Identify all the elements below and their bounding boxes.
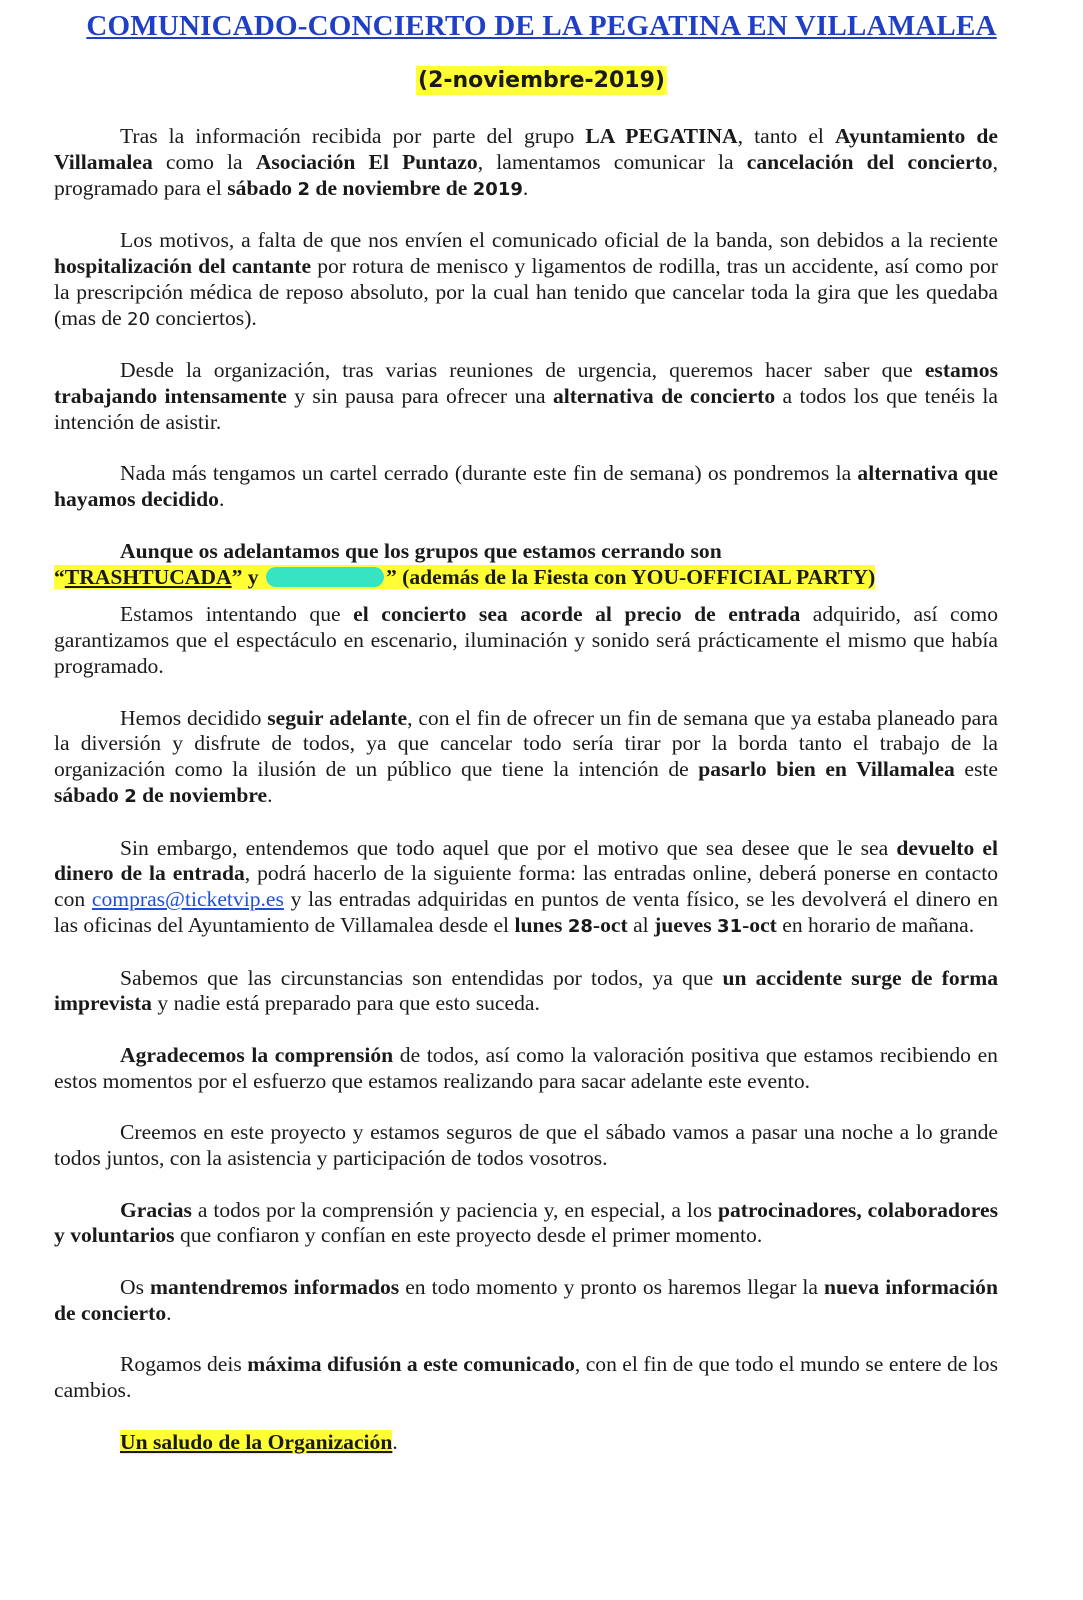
redacted-band-name <box>266 567 384 587</box>
paragraph-refund: Sin embargo, entendemos que todo aquel que por el motivo que sea desee que le sea devuelto el dinero de la entrada, podrá hacerlo de la siguiente forma: las entradas online, deberá ponerse en contacto con compras@ticketvip.es y las entradas adquiridas en puntos de venta físico, se les devolverá el dinero en las oficinas del Ayuntamiento de Villamalea desde el lunes 28-oct al jueves 31-oct en horario de mañana. <box>54 835 999 937</box>
band-name: TRASHTUCADA <box>64 564 232 589</box>
email-link[interactable]: compras@ticketvip.es <box>91 887 284 912</box>
event-date: (2-noviembre-2019) <box>418 68 665 93</box>
paragraph-thanks-understanding: Agradecemos la comprensión de todos, así como la valoración positiva que estamos recibiendo en estos momentos por el esfuerzo que estamos realizando para sacar adelante este evento. <box>54 1042 998 1093</box>
date-line <box>0 66 1083 95</box>
paragraph-organization: Desde la organización, tras varias reuniones de urgencia, queremos hacer saber que estamos trabajando intensamente y sin pausa para ofrecer una alternativa de concierto a todos los que tenéis la intención de asistir. <box>54 358 998 434</box>
paragraph-circumstances: Sabemos que las circunstancias son entendidas por todos, ya que un accidente surge de forma imprevista y nadie está preparado para que esto suceda. <box>54 965 998 1016</box>
paragraph-reasons: Los motivos, a falta de que nos envíen el comunicado oficial de la banda, son debidos a la reciente hospitalización del cantante por rotura de menisco y ligamentos de rodilla, tras un accidente, así como por la prescripción médica de reposo absoluto, por la cual han tenido que cancelar toda la gira que les quedaba (mas de 20 conciertos). <box>54 228 998 330</box>
paragraph-cancellation: Tras la información recibida por parte del grupo LA PEGATINA, tanto el Ayuntamiento de Villamalea como la Asociación El Puntazo, lamentamos comunicar la cancelación del concierto, programado para el sábado 2 de noviembre de 2019. <box>54 124 998 200</box>
paragraph-gratitude: Gracias a todos por la comprensión y paciencia y, en especial, a los patrocinadores, colaboradores y voluntarios que confiaron y confían en este proyecto desde el primer momento. <box>54 1197 998 1248</box>
document-title: COMUNICADO-CONCIERTO DE LA PEGATINA EN VILLAMALEA <box>86 10 997 42</box>
paragraph-price: Estamos intentando que el concierto sea acorde al precio de entrada adquirido, así como garantizamos que el espectáculo en escenario, iluminación y sonido será prácticamente el mismo que había programado. <box>54 602 998 678</box>
paragraph-continue: Hemos decidido seguir adelante, con el fin de ofrecer un fin de semana que ya estaba planeado para la diversión y disfrute de todos, ya que cancelar todo sería tirar por la borda tanto el trabajo de la organización como la ilusión de un público que tiene la intención de pasarlo bien en Villamalea este sábado 2 de noviembre. <box>54 705 999 807</box>
paragraph-informed: Os mantendremos informados en todo momento y pronto os haremos llegar la nueva información de concierto. <box>54 1275 998 1325</box>
closing-greeting: Un saludo de la Organización. <box>120 1429 398 1454</box>
paragraph-alternative: Nada más tengamos un cartel cerrado (durante este fin de semana) os pondremos la alternativa que hayamos decidido. <box>54 461 999 512</box>
document-body <box>54 124 998 1481</box>
paragraph-bands: Aunque os adelantamos que los grupos que estamos cerrando son “TRASHTUCADA” y ” (además de la Fiesta con YOU-OFFICIAL PARTY) <box>54 538 876 589</box>
paragraph-belief: Creemos en este proyecto y estamos seguros de que el sábado vamos a pasar una noche a lo grande todos juntos, con la asistencia y participación de todos vosotros. <box>54 1120 998 1171</box>
paragraph-diffusion: Rogamos deis máxima difusión a este comunicado, con el fin de que todo el mundo se entere de los cambios. <box>54 1352 998 1403</box>
